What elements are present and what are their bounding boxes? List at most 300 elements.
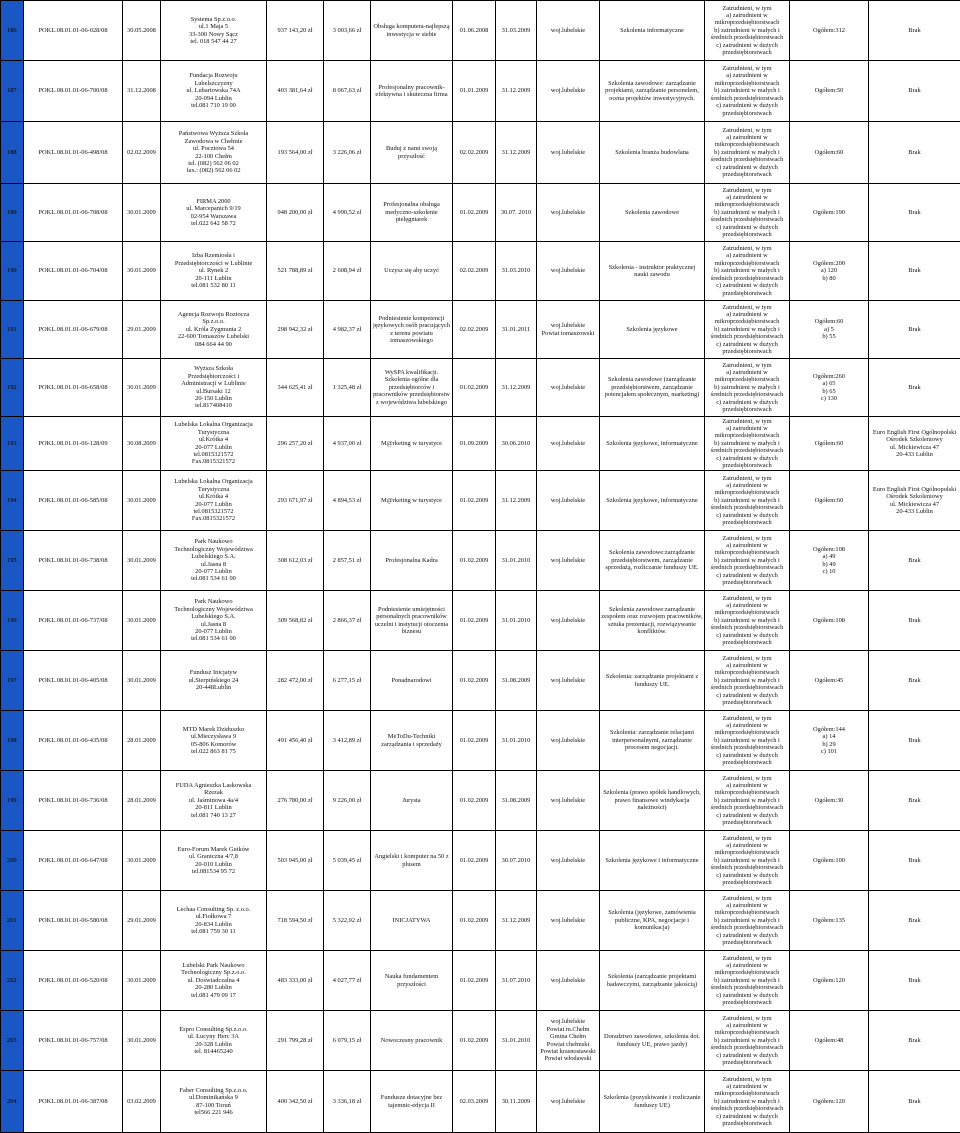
start-date: 01.09.2009	[453, 417, 496, 471]
project-amount: 344 625,41 zł	[267, 359, 324, 417]
table-row	[1, 651, 960, 711]
beneficiary-cell-line: Lubelska Lokalna Organizacja	[162, 478, 265, 485]
beneficiary-cell-line: Turystyczna	[162, 486, 265, 493]
target-group-line: b) zatrudnieni w małych i	[706, 977, 788, 984]
project-title	[371, 651, 453, 711]
end-date: 31.08.2009	[496, 651, 537, 711]
target-group-line: b) zatrudnieni w małych i	[706, 1037, 788, 1044]
start-date: 01.02.2009	[453, 531, 496, 591]
participants-count	[790, 771, 869, 831]
participants-count	[790, 301, 869, 359]
target-group-line: mikroprzedsiębiorstwach	[706, 201, 788, 208]
training-topic	[600, 1011, 705, 1071]
target-group	[705, 61, 790, 122]
start-date: 01.02.2009	[453, 831, 496, 891]
table-row	[1, 711, 960, 771]
project-title-line: przedsiębiorców i	[372, 384, 451, 391]
participants-count	[790, 891, 869, 951]
beneficiary-cell	[161, 471, 267, 531]
project-title	[371, 1071, 453, 1133]
target-group	[705, 301, 790, 359]
beneficiary-cell-line: Faber Consulting Sp.z.o.o.	[162, 1087, 265, 1094]
partner-cell-line: Brak	[870, 857, 959, 864]
end-date: 30.07.2010	[496, 831, 537, 891]
participants-count-line: a) 5	[791, 326, 867, 333]
target-group-line: a) zatrudnieni w	[706, 1083, 788, 1090]
training-topic-line: funduszy UE, prawo jazdy)	[601, 1041, 703, 1048]
partner-cell-line: Brak	[870, 209, 959, 216]
participants-count-line: Ogółem:60	[791, 497, 867, 504]
region-cell	[537, 891, 600, 951]
training-topic-line: Szkolenia: zarządzanie relacjami	[601, 729, 703, 736]
project-amount: 403 381,64 zł	[267, 61, 324, 122]
contract-date: 30.01.2009	[123, 651, 161, 711]
partner-cell-line: Brak	[870, 797, 959, 804]
project-title	[371, 61, 453, 122]
end-date: 31.01.2010	[496, 531, 537, 591]
beneficiary-cell-line: FUDA Agnieszka Laskowska	[162, 782, 265, 789]
target-group-line: a) zatrudnieni w	[706, 134, 788, 141]
contract-date: 30.01.2009	[123, 359, 161, 417]
training-topic	[600, 61, 705, 122]
project-title	[371, 1011, 453, 1071]
beneficiary-cell-line: 87-100 Toruń	[162, 1102, 265, 1109]
row-number: 204	[1, 1071, 24, 1133]
project-amount: 282 472,00 zł	[267, 651, 324, 711]
end-date: 31.03.2009	[496, 1, 537, 61]
target-group-line: przedsiębiorstwach	[706, 579, 788, 586]
project-amount: 308 612,03 zł	[267, 531, 324, 591]
beneficiary-cell-line: Lubelski Park Naukowo	[162, 962, 265, 969]
target-group	[705, 359, 790, 417]
project-title-line: Podniesienie umiejętności	[372, 606, 451, 613]
target-group-line: mikroprzedsiębiorstwach	[706, 909, 788, 916]
target-group-line: c) zatrudnieni w dużych	[706, 164, 788, 171]
target-group	[705, 471, 790, 531]
beneficiary-cell-line: 22-600 Tomaszów Lubelski	[162, 333, 265, 340]
participants-count	[790, 831, 869, 891]
target-group-line: Zatrudnieni, w tym	[706, 304, 788, 311]
target-group	[705, 891, 790, 951]
beneficiary-cell-line: tel.0815321572	[162, 508, 265, 515]
training-topic-line: badawczymi, zarządzanie jakością)	[601, 981, 703, 988]
target-group-line: a) zatrudnieni w	[706, 902, 788, 909]
training-topic	[600, 471, 705, 531]
contract-date: 30.08.2009	[123, 417, 161, 471]
training-topic-line: Szkolenia informatyczne	[601, 27, 703, 34]
contract-date: 29.01.2009	[123, 301, 161, 359]
project-title-line: językowych osób pracujących	[372, 322, 451, 329]
beneficiary-cell-line: Agencja Rozwoju Roztocza	[162, 311, 265, 318]
target-group-line: mikroprzedsiębiorstwach	[706, 789, 788, 796]
beneficiary-cell	[161, 1071, 267, 1133]
target-group-line: mikroprzedsiębiorstwach	[706, 729, 788, 736]
training-topic-line: Szkolenia językowe	[601, 326, 703, 333]
target-group-line: mikroprzedsiębiorstwach	[706, 849, 788, 856]
beneficiary-cell-line: 20-448Lublin	[162, 684, 265, 691]
region-cell-line: woj.lubelskie	[538, 797, 598, 804]
participants-count-line: a) 120	[791, 267, 867, 274]
partner-cell	[869, 1011, 960, 1071]
beneficiary-cell-line: Sp.z.o.o.	[162, 318, 265, 325]
partner-cell	[869, 951, 960, 1011]
project-title	[371, 471, 453, 531]
project-title-line: medyczno-szkolenie	[372, 209, 451, 216]
beneficiary-cell-line: tel566 221 946	[162, 1109, 265, 1116]
project-title-line: Profesjonalna Kadra	[372, 557, 451, 564]
start-date: 01.02.2009	[453, 771, 496, 831]
partner-cell	[869, 184, 960, 242]
project-code: POKL.08.01.01-06-585/08	[24, 471, 123, 531]
target-group-line: c) zatrudnieni w dużych	[706, 872, 788, 879]
target-group-line: c) zatrudnieni w dużych	[706, 224, 788, 231]
project-title-line: Jurysta	[372, 797, 451, 804]
beneficiary-cell	[161, 1, 267, 61]
project-title-line: M@rketing w turystyce	[372, 440, 451, 447]
beneficiary-cell-line: 20-077 Lublin	[162, 628, 265, 635]
partner-cell-line: 20-433 Lublin	[870, 508, 959, 515]
beneficiary-cell-line: 05-806 Komorów	[162, 741, 265, 748]
beneficiary-cell-line: ul. Jaśminowa 4a/4	[162, 797, 265, 804]
amount-per-person: 6 079,15 zł	[324, 1011, 371, 1071]
project-title	[371, 1, 453, 61]
region-cell	[537, 531, 600, 591]
target-group-line: mikroprzedsiębiorstwach	[706, 609, 788, 616]
project-code: POKL.08.01.01-06-704/08	[24, 242, 123, 301]
training-topic-line: interpersonalnymi, zarządzanie	[601, 737, 703, 744]
beneficiary-cell-line: 20-077 Lublin	[162, 568, 265, 575]
target-group-line: b) zatrudnieni w małych i	[706, 797, 788, 804]
target-group-line: b) zatrudnieni w małych i	[706, 617, 788, 624]
partner-cell	[869, 242, 960, 301]
target-group-line: mikroprzedsiębiorstwach	[706, 1090, 788, 1097]
training-topic-line: Szkolenia zawodowe:zarządzanie	[601, 549, 703, 556]
training-topic-line: przedsiębiorstwem, zarządzanie	[601, 384, 703, 391]
target-group-line: Zatrudnieni, w tym	[706, 955, 788, 962]
training-topic	[600, 771, 705, 831]
project-amount: 276 780,00 zł	[267, 771, 324, 831]
beneficiary-cell-line: ul.1 Maja 5	[162, 23, 265, 30]
region-cell	[537, 831, 600, 891]
target-group-line: średnich przedsiębiorstwach	[706, 684, 788, 691]
partner-cell	[869, 1, 960, 61]
project-title-line: Ponadnarodowi	[372, 677, 451, 684]
row-number: 199	[1, 771, 24, 831]
beneficiary-cell-line: Technologiczny Województwa	[162, 546, 265, 553]
project-code: POKL.08.01.01-06-028/08	[24, 1, 123, 61]
beneficiary-cell-line: 20-834 Lublin	[162, 921, 265, 928]
region-cell-line: woj.lubelskie	[538, 440, 598, 447]
participants-count	[790, 1, 869, 61]
start-date: 02.02.2009	[453, 301, 496, 359]
participants-count	[790, 122, 869, 184]
project-title-line: z województwa lubelskiego	[372, 399, 451, 406]
target-group-line: średnich przedsiębiorstwach	[706, 744, 788, 751]
start-date: 01.06.2008	[453, 1, 496, 61]
participants-count-line: Ogółem:200	[791, 260, 867, 267]
project-title-line: uczelni i instytucji otoczenia	[372, 621, 451, 628]
target-group-line: Zatrudnieni, w tym	[706, 362, 788, 369]
project-title	[371, 771, 453, 831]
table-row	[1, 591, 960, 651]
training-topic	[600, 122, 705, 184]
partner-cell-line: Brak	[870, 267, 959, 274]
project-title	[371, 359, 453, 417]
project-title-line: Obsługa komputera-najlepszą	[372, 23, 451, 30]
region-cell-line: woj.lubelskie	[538, 737, 598, 744]
row-number: 197	[1, 651, 24, 711]
target-group-line: c) zatrudnieni w dużych	[706, 1113, 788, 1120]
table-row	[1, 61, 960, 122]
target-group-line: a) zatrudnieni w	[706, 1022, 788, 1029]
region-cell	[537, 591, 600, 651]
target-group-line: b) zatrudnieni w małych i	[706, 27, 788, 34]
target-group-line: a) zatrudnieni w	[706, 722, 788, 729]
end-date: 31.12.2009	[496, 359, 537, 417]
project-code: POKL.08.01.01-06-387/08	[24, 1071, 123, 1133]
target-group-line: przedsiębiorstwach	[706, 939, 788, 946]
beneficiary-cell-line: 20-077 Lublin	[162, 444, 265, 451]
training-topic-line: Szkolenia zawodowe	[601, 209, 703, 216]
target-group-line: średnich przedsiębiorstwach	[706, 275, 788, 282]
training-topic-line: Szkolenia zawodowe:zarządzanie	[601, 606, 703, 613]
start-date: 01.02.2009	[453, 891, 496, 951]
end-date: 30.06.2010	[496, 417, 537, 471]
beneficiary-cell-line: 20-150 Lublin	[162, 395, 265, 402]
participants-count	[790, 711, 869, 771]
start-date: 01.02.2009	[453, 471, 496, 531]
row-number: 200	[1, 831, 24, 891]
partner-cell	[869, 891, 960, 951]
participants-count-line: Ogółem:260	[791, 373, 867, 380]
target-group-line: Zatrudnieni, w tym	[706, 187, 788, 194]
amount-per-person: 3 226,06 zł	[324, 122, 371, 184]
region-cell-line: Gmina Chełm	[538, 1033, 598, 1040]
beneficiary-cell-line: tel.081534 95 72	[162, 868, 265, 875]
project-amount: 483 333,00 zł	[267, 951, 324, 1011]
participants-count	[790, 184, 869, 242]
target-group-line: Zatrudnieni, w tym	[706, 1076, 788, 1083]
partner-cell-line: Brak	[870, 617, 959, 624]
target-group-line: a) zatrudnieni w	[706, 72, 788, 79]
participants-count-line: Ogółem:108	[791, 546, 867, 553]
project-title-line: Uczysz się aby uczyć	[372, 267, 451, 274]
target-group-line: c) zatrudnieni w dużych	[706, 102, 788, 109]
target-group	[705, 711, 790, 771]
beneficiary-cell-line: ul.Dominikańska 9	[162, 1094, 265, 1101]
target-group	[705, 184, 790, 242]
training-topic-line: komunikacja)	[601, 924, 703, 931]
partner-cell	[869, 61, 960, 122]
amount-per-person: 4 937,00 zł	[324, 417, 371, 471]
beneficiary-cell-line: ul.Sierpińskiego 24	[162, 677, 265, 684]
participants-count-line: Ogółem:190	[791, 209, 867, 216]
target-group-line: średnich przedsiębiorstwach	[706, 447, 788, 454]
amount-per-person: 4 990,52 zł	[324, 184, 371, 242]
amount-per-person: 4 894,53 zł	[324, 471, 371, 531]
target-group-line: Zatrudnieni, w tym	[706, 418, 788, 425]
end-date: 31.12.2009	[496, 891, 537, 951]
beneficiary-cell-line: Espro Consulting Sp.z.o.o.	[162, 1026, 265, 1033]
project-code: POKL.08.01.01-06-498/08	[24, 122, 123, 184]
partner-cell	[869, 831, 960, 891]
row-number: 187	[1, 61, 24, 122]
region-cell	[537, 1, 600, 61]
start-date: 01.02.2009	[453, 184, 496, 242]
contract-date: 30.01.2009	[123, 951, 161, 1011]
contract-date: 28.01.2009	[123, 771, 161, 831]
participants-count-line: Ogółem:100	[791, 857, 867, 864]
participants-count	[790, 61, 869, 122]
participants-count-line: b) 65	[791, 388, 867, 395]
row-number: 196	[1, 591, 24, 651]
amount-per-person: 5 322,92 zł	[324, 891, 371, 951]
training-topic-line: Szkolenia (prawo spółek handlowych,	[601, 789, 703, 796]
training-topic	[600, 711, 705, 771]
beneficiary-cell-line: 02-954 Warszawa	[162, 213, 265, 220]
training-topic-line: konfliktów.	[601, 628, 703, 635]
beneficiary-cell-line: ul. Pocztowa 54	[162, 145, 265, 152]
region-cell-line: woj.lubelskie	[538, 557, 598, 564]
contract-date: 30.01.2009	[123, 531, 161, 591]
participants-count	[790, 951, 869, 1011]
partner-cell-line: Brak	[870, 384, 959, 391]
row-number: 201	[1, 891, 24, 951]
target-group-line: c) zatrudnieni w dużych	[706, 341, 788, 348]
beneficiary-cell-line: Izba Rzemiosła i	[162, 252, 265, 259]
region-cell-line: woj.lubelskie	[538, 1098, 598, 1105]
target-group-line: Zatrudnieni, w tym	[706, 1015, 788, 1022]
target-group-line: b) zatrudnieni w małych i	[706, 677, 788, 684]
partner-cell-line: 20-433 Lublin	[870, 451, 959, 458]
contract-date: 30.01.2009	[123, 591, 161, 651]
project-title-line: plusem	[372, 861, 451, 868]
row-number: 195	[1, 531, 24, 591]
amount-per-person: 3 336,18 zł	[324, 1071, 371, 1133]
beneficiary-cell-line: tel.081 534 61 00	[162, 575, 265, 582]
project-code: POKL.08.01.01-06-736/08	[24, 771, 123, 831]
contract-date: 02.02.2009	[123, 122, 161, 184]
partner-cell	[869, 651, 960, 711]
training-topic-line: funduszy UE.	[601, 681, 703, 688]
beneficiary-cell-line: tel.081 534 61 00	[162, 635, 265, 642]
participants-count-line: a) 14	[791, 733, 867, 740]
beneficiary-cell-line: ul. Łucyny Herc 3A	[162, 1033, 265, 1040]
target-group-line: średnich przedsiębiorstwach	[706, 156, 788, 163]
table-row	[1, 831, 960, 891]
target-group-line: mikroprzedsiębiorstwach	[706, 376, 788, 383]
partner-cell	[869, 711, 960, 771]
target-group-line: Zatrudnieni, w tym	[706, 5, 788, 12]
amount-per-person: 4 027,77 zł	[324, 951, 371, 1011]
target-group-line: c) zatrudnieni w dużych	[706, 399, 788, 406]
region-cell-line: woj.lubelskie	[538, 267, 598, 274]
partner-cell-line: Euro English First Ogólnopolski	[870, 429, 959, 436]
beneficiary-cell-line: tel. 018 547 44 27	[162, 38, 265, 45]
participants-count-line: c) 101	[791, 748, 867, 755]
target-group-line: Zatrudnieni, w tym	[706, 65, 788, 72]
training-topic	[600, 1, 705, 61]
target-group	[705, 651, 790, 711]
project-amount: 937 143,20 zł	[267, 1, 324, 61]
row-number: 186	[1, 1, 24, 61]
beneficiary-cell-line: Fundacja Rozwoju	[162, 72, 265, 79]
beneficiary-cell-line: 20-077 Lublin	[162, 501, 265, 508]
amount-per-person: 5 039,45 zł	[324, 831, 371, 891]
participants-count	[790, 242, 869, 301]
target-group-line: b) zatrudnieni w małych i	[706, 1098, 788, 1105]
target-group-line: mikroprzedsiębiorstwach	[706, 260, 788, 267]
end-date: 31.03.2010	[496, 242, 537, 301]
participants-count-line: b) 49	[791, 561, 867, 568]
project-amount: 298 942,32 zł	[267, 301, 324, 359]
target-group-line: przedsiębiorstwach	[706, 171, 788, 178]
beneficiary-cell-line: 20-094 Lublin	[162, 95, 265, 102]
beneficiary-cell-line: ul. Doświadczalna 4	[162, 977, 265, 984]
beneficiary-cell-line: ul. Lubartowska 74A	[162, 87, 265, 94]
beneficiary-cell-line: 20-111 Lublin	[162, 275, 265, 282]
project-code: POKL.08.01.01-06-757/08	[24, 1011, 123, 1071]
training-topic	[600, 359, 705, 417]
training-topic-line: prawo finansowe windykacja	[601, 797, 703, 804]
beneficiary-cell-line: Lubelskiego S.A.	[162, 553, 265, 560]
contract-date: 29.01.2009	[123, 891, 161, 951]
target-group-line: c) zatrudnieni w dużych	[706, 932, 788, 939]
participants-count-line: Ogółem:50	[791, 87, 867, 94]
target-group-line: mikroprzedsiębiorstwach	[706, 318, 788, 325]
region-cell	[537, 359, 600, 417]
target-group-line: średnich przedsiębiorstwach	[706, 34, 788, 41]
training-topic-line: sztuka prezentacji, rozwiązywanie	[601, 621, 703, 628]
training-topic-line: Doradztwo zawodowe, szkolenia dot.	[601, 1033, 703, 1040]
row-number: 192	[1, 359, 24, 417]
end-date: 31.12.2009	[496, 471, 537, 531]
training-topic-line: Szkolenia językowe, informatyczne	[601, 497, 703, 504]
target-group-line: mikroprzedsiębiorstwach	[706, 19, 788, 26]
partner-cell-line: Brak	[870, 1098, 959, 1105]
contract-date: 03.02.2009	[123, 1071, 161, 1133]
region-cell-line: Powiat krasnostawski	[538, 1048, 598, 1055]
partner-cell	[869, 471, 960, 531]
amount-per-person: 2 857,51 zł	[324, 531, 371, 591]
beneficiary-cell-line: tel.022 642 58 72	[162, 220, 265, 227]
region-cell-line: woj.lubelskie	[538, 917, 598, 924]
target-group	[705, 831, 790, 891]
table-row	[1, 771, 960, 831]
target-group-line: c) zatrudnieni w dużych	[706, 512, 788, 519]
partner-cell-line: Ośrodek Szkoleniowy	[870, 436, 959, 443]
project-code: POKL.08.01.01-06-405/08	[24, 651, 123, 711]
beneficiary-cell	[161, 591, 267, 651]
target-group-line: średnich przedsiębiorstwach	[706, 504, 788, 511]
target-group-line: przedsiębiorstwach	[706, 1059, 788, 1066]
target-group-line: przedsiębiorstwach	[706, 879, 788, 886]
beneficiary-cell-line: tel.081 479 09 17	[162, 992, 265, 999]
target-group-line: przedsiębiorstwach	[706, 348, 788, 355]
project-title-line: z terenu powiatu	[372, 330, 451, 337]
beneficiary-cell-line: Turystyczna	[162, 429, 265, 436]
target-group-line: Zatrudnieni, w tym	[706, 245, 788, 252]
target-group-line: c) zatrudnieni w dużych	[706, 1052, 788, 1059]
training-topic-line: Szkolenia językowe i informatyczne	[601, 857, 703, 864]
target-group-line: Zatrudnieni, w tym	[706, 475, 788, 482]
partner-cell	[869, 591, 960, 651]
partner-cell-line: ul. Mickiewicza 47	[870, 444, 959, 451]
project-amount: 491 456,40 zł	[267, 711, 324, 771]
project-title	[371, 242, 453, 301]
target-group-line: c) zatrudnieni w dużych	[706, 992, 788, 999]
target-group-line: b) zatrudnieni w małych i	[706, 267, 788, 274]
